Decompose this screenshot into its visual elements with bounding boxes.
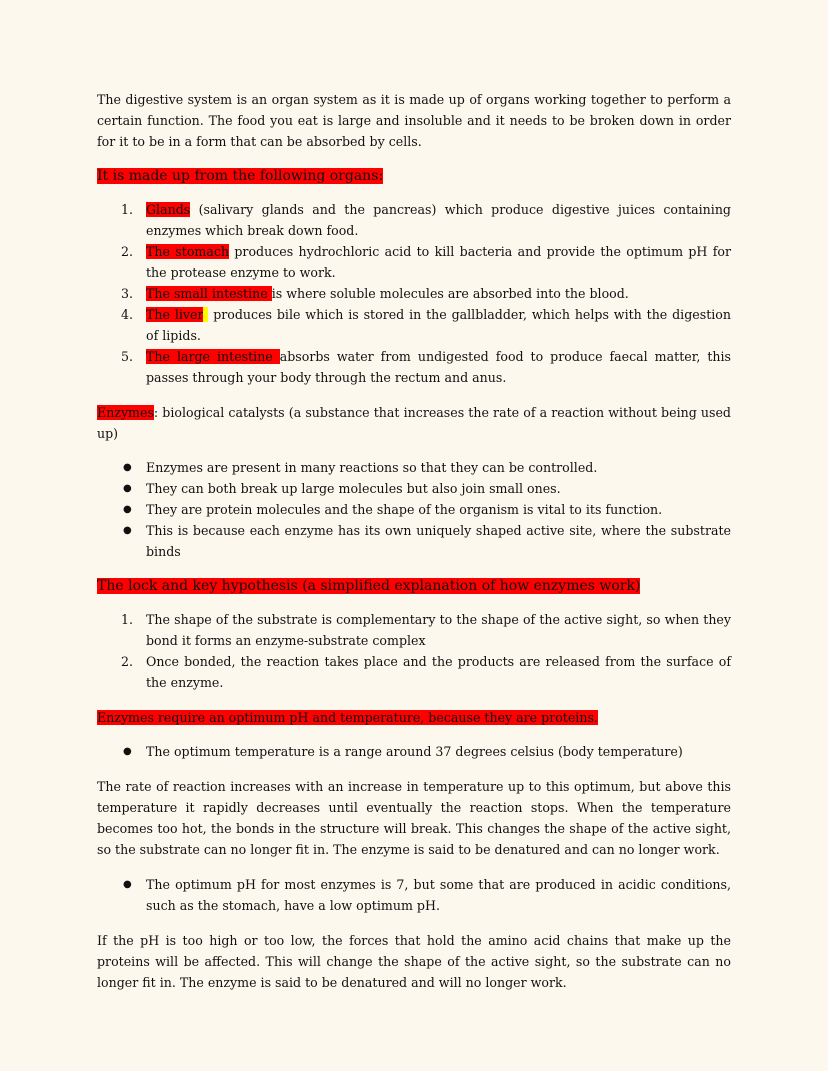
- bullet-icon: ●: [123, 483, 132, 494]
- optimum-heading: Enzymes require an optimum pH and temperature, because they are proteins.: [97, 710, 598, 725]
- list-item: 1. Glands (salivary glands and the pancreas) which produce digestive juices containing enzymes which break down food.: [121, 202, 731, 238]
- list-item: 5. The large intestine absorbs water from undigested food to produce faecal matter, this passes through your body through the rectum and anus.: [121, 349, 731, 385]
- list-item: 2. Once bonded, the reaction takes place and the products are released from the surface of the enzyme.: [121, 654, 731, 690]
- ph-bullets: [97, 874, 731, 916]
- bullet-icon: ●: [123, 746, 132, 757]
- list-item: ● The optimum pH for most enzymes is 7, but some that are produced in acidic conditions, such as the stomach, have a low optimum pH.: [97, 874, 731, 916]
- ph-paragraph: If the pH is too high or too low, the forces that hold the amino acid chains that make up the proteins will be affected. This will change the shape of the active sight, so the substrate can no longer fit in. The enzyme is said to be denatured and will no longer work.: [97, 933, 731, 990]
- lock-key-steps: [97, 609, 731, 693]
- enzymes-definition: Enzymes: biological catalysts (a substance that increases the rate of a reaction without being used up): [97, 405, 731, 441]
- lock-key-heading: The lock and key hypothesis (a simplified explanation of how enzymes work): [97, 578, 641, 594]
- list-item: 3. The small intestine is where soluble molecules are absorbed into the blood.: [121, 286, 629, 301]
- enzyme-bullets: [97, 457, 731, 562]
- list-item: 2. The stomach produces hydrochloric acid to kill bacteria and provide the optimum pH for the protease enzyme to work.: [121, 244, 731, 280]
- bullet-icon: ●: [123, 504, 132, 515]
- bullet-icon: ●: [123, 462, 132, 473]
- organ-term: The large intestine: [146, 349, 280, 364]
- temperature-bullets: [97, 741, 731, 762]
- organ-term: The liver: [146, 307, 204, 322]
- organ-term: The small intestine: [146, 286, 272, 301]
- list-item: ● The optimum temperature is a range around 37 degrees celsius (body temperature): [97, 741, 731, 762]
- organ-term: Glands: [146, 202, 191, 217]
- bullet-icon: ●: [123, 525, 132, 536]
- organ-term: The stomach: [146, 244, 230, 259]
- document-page: [97, 89, 731, 993]
- organs-heading: It is made up from the following organs:: [97, 168, 384, 184]
- bullet-icon: ●: [123, 879, 132, 890]
- list-item: ● Enzymes are present in many reactions so that they can be controlled.: [97, 457, 731, 478]
- list-item: ● This is because each enzyme has its own uniquely shaped active site, where the substrate binds: [97, 520, 731, 562]
- temperature-paragraph: The rate of reaction increases with an increase in temperature up to this optimum, but above this temperature it rapidly decreases until eventually the reaction stops. When the temperature becomes too hot, the bonds in the structure will break. This changes the shape of the active sight, so the substrate can no longer fit in. The enzyme is said to be denatured and can no longer work.: [97, 779, 731, 857]
- list-item: ● They can both break up large molecules but also join small ones.: [97, 478, 731, 499]
- intro-paragraph: The digestive system is an organ system as it is made up of organs working together to perform a certain function. The food you eat is large and insoluble and it needs to be broken down in order for it to be in a form that can be absorbed by cells.: [97, 92, 731, 149]
- list-item: 4. The liver produces bile which is stored in the gallbladder, which helps with the digestion of lipids.: [121, 307, 731, 343]
- organs-list: [97, 199, 731, 388]
- list-item: ● They are protein molecules and the shape of the organism is vital to its function.: [97, 499, 731, 520]
- list-item: 1. The shape of the substrate is complementary to the shape of the active sight, so when they bond it forms an enzyme-substrate complex: [121, 612, 731, 648]
